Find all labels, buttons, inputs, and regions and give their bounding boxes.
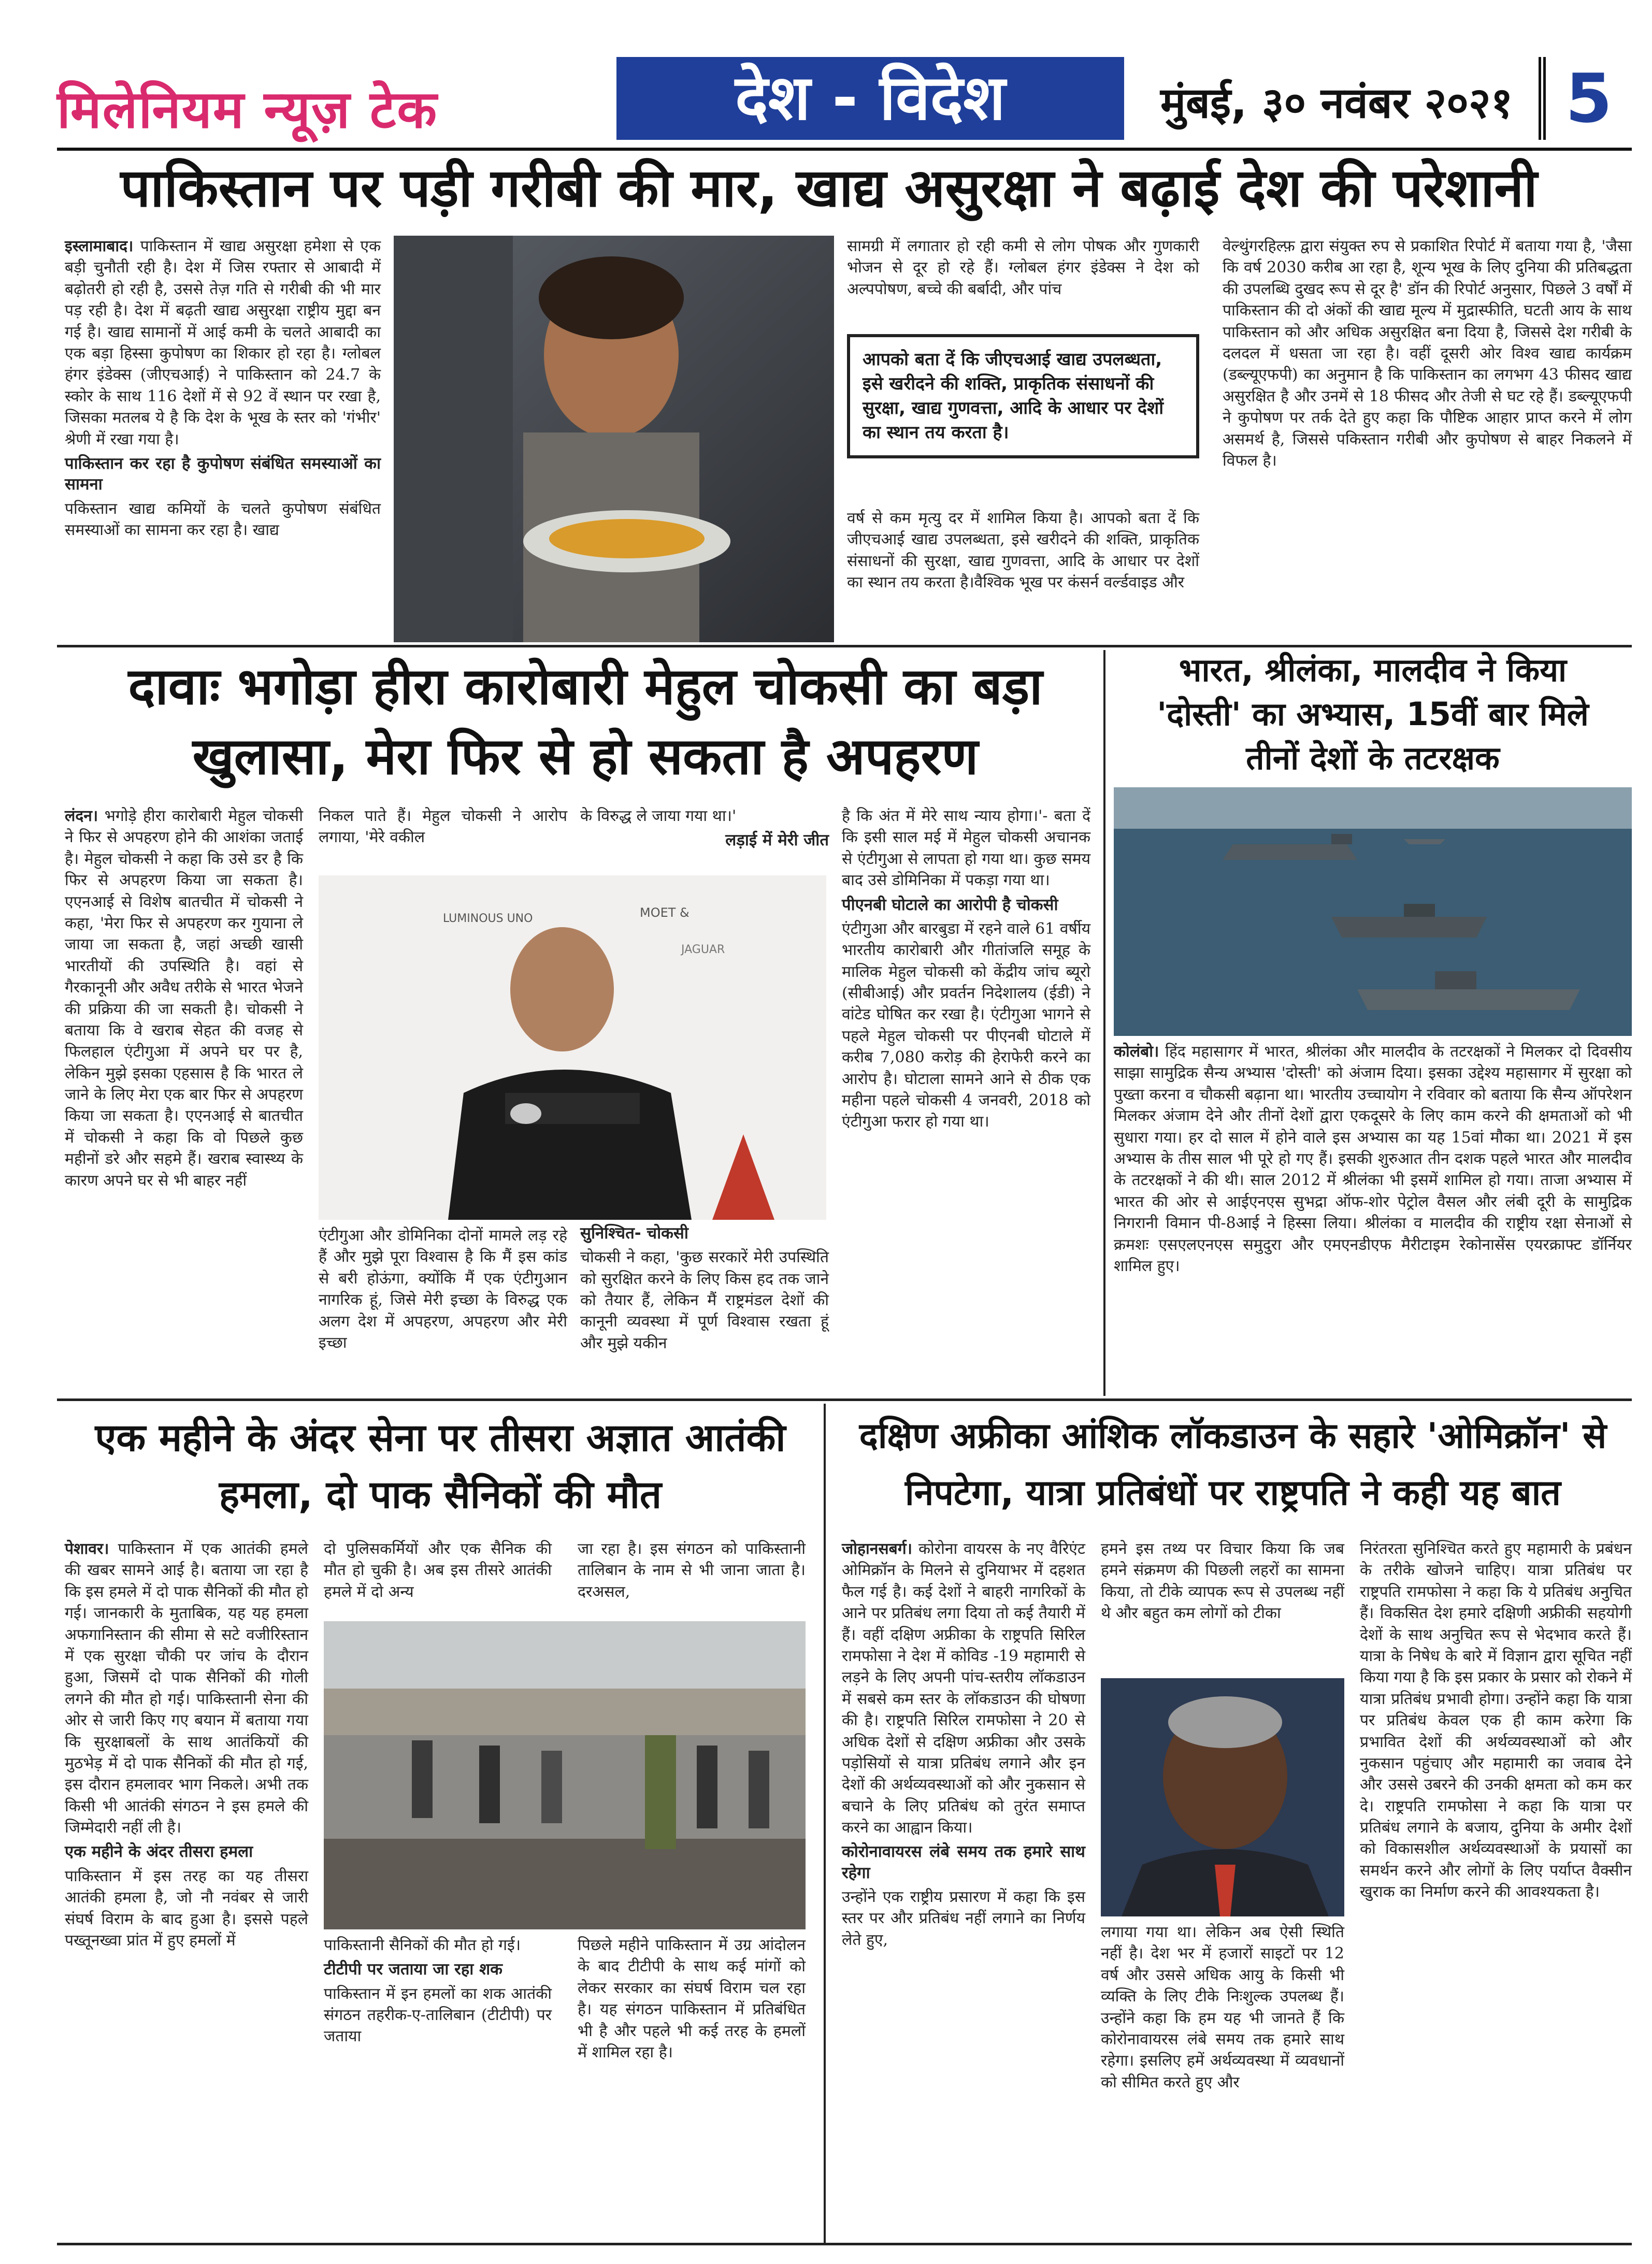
story1-col3b-text: वर्ष से कम मृत्यु दर में शामिल किया है। आपको बता दें कि जीएचआई खाद्य उपलब्धता, इसे खरीदने की शक्ति, प्राकृतिक संसाधनों की सुरक्षा, खाद्य गुणवत्ता, आदि के आधार पर देशों का स्थान तय करता है।वैश्विक भूख पर कंसर्न वर्ल्डवाइड और bbox=[847, 509, 1199, 592]
story1-headline: पाकिस्तान पर पड़ी गरीबी की मार, खाद्य असुरक्षा ने बढ़ाई देश की परेशानी bbox=[120, 157, 1538, 219]
story2-col4 bbox=[842, 805, 1090, 1133]
story4-col2b bbox=[324, 1935, 552, 2047]
story1-col1b-text: पकिस्तान खाद्य कमियों के चलते कुपोषण संबंधित समस्याओं का सामना कर रहा है। खाद्य bbox=[65, 499, 381, 539]
story2-subhead-a: लड़ाई में मेरी जीत bbox=[725, 831, 829, 850]
story2-col3a bbox=[580, 805, 829, 854]
story3-photo-ships bbox=[1114, 787, 1632, 1036]
story2-col2a-text: निकल पाते हैं। मेहुल चोकसी ने आरोप लगाया, 'मेरे वकील bbox=[319, 807, 567, 847]
story4-photo-soldiers bbox=[324, 1621, 806, 1929]
story5-col1b-text: उन्होंने एक राष्ट्रीय प्रसारण में कहा कि इस स्तर पर और प्रतिबंध नहीं लगाने का निर्णय लेते हुए, bbox=[842, 1888, 1085, 1949]
story4-col2b-text: पाकिस्तानी सैनिकों की मौत हो गई। bbox=[324, 1936, 521, 1954]
story5-headline-line2: निपटेगा, यात्रा प्रतिबंधों पर राष्ट्रपति ने कही यह बात bbox=[905, 1473, 1561, 1513]
story4-subhead-2: टीटीपी पर जताया जा रहा शक bbox=[324, 1960, 502, 1979]
story3-headline-line3: तीनों देशों के तटरक्षक bbox=[1246, 739, 1500, 777]
story4-headline-line1: एक महीने के अंदर सेना पर तीसरा अज्ञात आतंकी bbox=[95, 1416, 786, 1460]
story1-col1-text: पाकिस्तान में खाद्य असुरक्षा हमेशा से एक बड़ी चुनौती रही है। देश में जिस रफ्तार से आबादी में बढ़ोतरी हो रही है, उससे तेज़ गति से गरीबी की भी मार पड़ रही है। देश में बढ़ती खाद्य असुरक्षा राष्ट्रीय मुद्दा बन गई है। खाद्य सामानों में आई कमी के चलते आबादी का एक बड़ा हिस्सा कुपोषण का शिकार हो रहा है। ग्लोबल हंगर इंडेक्स (जीएचआई) ने पाकिस्तान को 24.7 के स्कोर के साथ 116 देशों में से 92 वें स्थान पर रखा है, जिसका मतलब ये है कि देश के भूख के स्तर को 'गंभीर' श्रेणी में रखा गया है। bbox=[65, 237, 381, 449]
story5-col3 bbox=[1360, 1538, 1632, 1903]
story1-dateline: इस्लामाबाद। bbox=[65, 237, 134, 255]
story1-col4-text: वेल्थुंगरहिल्फ़ द्वारा संयुक्त रुप से प्रकाशित रिपोर्ट में बताया गया है, 'जैसा कि वर्ष 2030 करीब आ रहा है, शून्य भूख के लिए दुनिया की प्रतिबद्धता की उपलब्धि दुखद रूप से दूर है' डॉन की रिपोर्ट अनुसार, पिछले 3 वर्षों में पाकिस्तान की दो अंकों की खाद्य मूल्य में मुद्रास्फीति, घटती आय के साथ पाकिस्तान को और अधिक असुरक्षित बना दिया है, जिससे देश गरीबी के दलदल में धसता जा रहा है। वहीं दूसरी ओर विश्व खाद्य कार्यक्रम (डब्ल्यूएफपी) का अनुमान है कि पाकिस्तान का लगभग 43 फीसद खाद्य असुरक्षित है और उनमें से 18 फीसद और तेजी से घट रहे हैं। डब्ल्यूएफपी ने कुपोषण पर तर्क देते हुए कहा कि पौष्टिक आहार प्राप्त करने में लोग असमर्थ है, जिससे पकिस्तान गरीबी और कुपोषण से बाहर निकलने में विफल है। bbox=[1223, 237, 1632, 470]
story2-col1 bbox=[65, 805, 303, 1191]
rule-1 bbox=[57, 645, 1632, 647]
story1-subhead: पाकिस्तान कर रहा है कुपोषण संबंधित समस्याओं का सामना bbox=[65, 454, 381, 494]
section-title: देश - विदेश bbox=[616, 57, 1124, 140]
story5-col2b-text: लगाया गया था। लेकिन अब ऐसी स्थिति नहीं है। देश भर में हजारों साइटों पर 12 वर्ष और उससे अधिक आयु के किसी भी व्यक्ति के लिए टीके निःशुल्क उपलब्ध हैं। उन्होंने कहा कि हम यह भी जानते हैं कि कोरोनावायरस लंबे समय तक हमारे साथ रहेगा। इसलिए हमें अर्थव्यवस्था में व्यवधानों को सीमित करते हुए और bbox=[1101, 1923, 1344, 2092]
story2-headline-line2: खुलासा, मेरा फिर से हो सकता है अपहरण bbox=[192, 727, 979, 786]
story2-col2a bbox=[319, 805, 567, 848]
story2-subhead-c: पीएनबी घोटाले का आरोपी है चोकसी bbox=[842, 895, 1058, 914]
issue-date: मुंबई, ३० नवंबर २०२१ bbox=[1160, 79, 1513, 128]
story2-col1-text: भगोड़े हीरा कारोबारी मेहुल चोकसी ने फिर से अपहरण होने की आशंका जताई है। मेहुल चोकसी ने कहा कि उसे डर है कि फिर से अपहरण किया जा सकता है। एएनआई से विशेष बातचीत में चोकसी ने कहा, 'मेरा फिर से अपहरण कर गुयाना ले जाया जा सकता है, जहां अच्छी खासी भारतीयों की उपस्थिति है। वहां से गैरकानूनी और अवैध तरीके से भारत भेजने की प्रक्रिया की जा सकती है। चोकसी ने बताया कि वे खराब सेहत की वजह से फिलहाल एंटीगुआ में अपने घर पर है, लेकिन मुझे इसका एहसास है कि भारत ले जाने के लिए मेरा एक बार फिर से अपहरण किया जा सकता है। एएनआई से बातचीत में चोकसी ने कहा कि वो पिछले कुछ महीनों डरे और सहमे हैं। खराब स्वास्थ्य के कारण अपने घर से भी बाहर नहीं bbox=[65, 807, 303, 1190]
story4-col2a-text: दो पुलिसकर्मियों और एक सैनिक की मौत हो चुकी है। अब इस तीसरे आतंकी हमले में दो अन्य bbox=[324, 1540, 552, 1601]
rule-2 bbox=[57, 1398, 1632, 1401]
story4-col3b bbox=[578, 1935, 806, 2063]
sign-luminous: LUMINOUS UNO bbox=[443, 912, 533, 925]
story2-col4a-text: है कि अंत में मेरे साथ न्याय होगा।'- बता दें कि इसी साल मई में मेहुल चोकसी अचानक से एंटीगुआ से लापता हो गया था। कुछ समय बाद उसे डोमिनिका में पकड़ा गया था। bbox=[842, 807, 1090, 890]
story1-col3b bbox=[847, 508, 1199, 594]
story5-col3-text: निरंतरता सुनिश्चित करते हुए महामारी के प्रबंधन के तरीके खोजने चाहिए। यात्रा प्रतिबंध पर राष्ट्रपति रामफोसा ने कहा कि ये प्रतिबंध अनुचित हैं। विकसित देश हमारे दक्षिणी अफ्रीकी सहयोगी देशों के साथ अनुचित रूप से भेदभाव करते हैं। यात्रा के निषेध के बारे में विज्ञान द्वारा सूचित नहीं किया गया है कि इस प्रकार के प्रसार को रोकने में यात्रा प्रतिबंध प्रभावी होगा। उन्होंने कहा कि यात्रा पर प्रतिबंध केवल एक ही काम करेगा कि प्रभावित देशों की अर्थव्यवस्थाओं को और नुकसान पहुंचाए और महामारी का जवाब देने और उससे उबरने की उनकी क्षमता को कम कर दे। राष्ट्रपति रामफोसा ने कहा कि यात्रा पर प्रतिबंध लगाने के बजाय, दुनिया के अमीर देशों को विकासशील अर्थव्यवस्थाओं के प्रयासों का समर्थन करने और लोगों के लिए पर्याप्त वैक्सीन खुराक का निर्माण करने की आवश्यकता है। bbox=[1360, 1540, 1632, 1901]
story5-col1 bbox=[842, 1538, 1085, 1951]
story5-dateline: जोहानसबर्ग। bbox=[842, 1540, 913, 1558]
page-number: 5 bbox=[1539, 57, 1632, 140]
story4-col1 bbox=[65, 1538, 308, 1951]
story4-dateline: पेशावर। bbox=[65, 1540, 109, 1558]
story2-photo-chokasi bbox=[319, 875, 826, 1220]
story5-headline-line1: दक्षिण अफ्रीका आंशिक लॉकडाउन के सहारे 'ओमिक्रॉन' से bbox=[859, 1416, 1607, 1457]
sign-jaguar: JAGUAR bbox=[681, 943, 725, 956]
story4-col2a bbox=[324, 1538, 552, 1603]
story5-photo-ramaphosa bbox=[1101, 1678, 1344, 1916]
story2-col4b-text: एंटीगुआ और बारबुडा में रहने वाले 61 वर्षीय भारतीय कारोबारी और गीतांजलि समूह के मालिक मेहुल चोकसी को केंद्रीय जांच ब्यूरो (सीबीआई) और प्रवर्तन निदेशालय (ईडी) ने वांटेड घोषित कर रखा है। एंटीगुआ भागने से पहले मेहुल चोकसी पर पीएनबी घोटाले में करीब 7,080 करोड़ की हेराफेरी करने का आरोप है। घोटाला सामने आने से ठीक एक महीना पहले चोकसी 4 जनवरी, 2018 को एंटीगुआ फरार हो गया था। bbox=[842, 919, 1090, 1131]
story1-photo-child bbox=[394, 236, 834, 642]
story3-body-text: हिंद महासागर में भारत, श्रीलंका और मालदीव के तटरक्षकों ने मिलकर दो दिवसीय साझा सामुद्रिक सैन्य अभ्यास 'दोस्ती' को अंजाम दिया। इसका उद्देश्य महासागर में सुरक्षा को पुख्ता करना व चौकसी बढ़ाना था। भारतीय उच्चायोग ने रविवार को बताया कि सैन्य ऑपरेशन मिलकर अंजाम देने और तीनों देशों द्वारा एकदूसरे के लिए काम करने की क्षमताओं को भी सुधारा गया। हर दो साल में होने वाले इस अभ्यास का यह 15वां मौका था। 2021 में इस अभ्यास के तीस साल भी पूरे हो गए हैं। इसकी शुरुआत तीन दशक पहले भारत और मालदीव के तटरक्षकों ने की थी। साल 2012 में श्रीलंका भी इसमें शामिल हो गया। ताजा अभ्यास में भारत की ओर से आईएनएस सुभद्रा ऑफ-शोर पेट्रोल वैसल और लंबी दूरी के सामुद्रिक निगरानी विमान पी-8आई ने हिस्सा लिया। श्रीलंका व मालदीव की राष्ट्रीय रक्षा सेनाओं से क्रमशः एसएलएनएस समुदुरा और एमएनडीएफ मैरीटाइम रेकोनासेंस एयरक्राफ्ट डॉर्नियर शामिल हुए। bbox=[1114, 1043, 1632, 1275]
story2-col2b bbox=[319, 1225, 567, 1353]
divider-v2 bbox=[824, 1404, 826, 2243]
story5-col2a-text: हमने इस तथ्य पर विचार किया कि जब हमने संक्रमण की पिछली लहरों का सामना किया, तो टीके व्यापक रूप से उपलब्ध नहीं थे और बहुत कम लोगों को टीका bbox=[1101, 1540, 1344, 1623]
story3-headline-line2: 'दोस्ती' का अभ्यास, 15वीं बार मिले bbox=[1157, 695, 1589, 733]
story4-col1-text: पाकिस्तान में एक आतंकी हमले की खबर सामने आई है। बताया जा रहा है कि इस हमले में दो पाक सैनिकों की मौत हो गई। जानकारी के मुताबिक, यह यह हमला अफगानिस्तान की सीमा से सटे वजीरिस्तान में एक सुरक्षा चौकी पर जांच के दौरान हुआ, जिसमें दो पाक सैनिकों की गोली लगने की मौत हो गई। पाकिस्तानी सेना की ओर से जारी किए गए बयान में बताया गया कि सुरक्षाबलों के साथ आतंकियों की मुठभेड़ में दो पाक सैनिकों की मौत हो गई, इस दौरान हमलावर भाग निकले। अभी तक किसी भी आतंकी संगठन ने इस हमले की जिम्मेदारी नहीं ली है। bbox=[65, 1540, 308, 1837]
rule-bottom bbox=[57, 2243, 1632, 2245]
story4-col3a-text: जा रहा है। इस संगठन को पाकिस्तानी तालिबान के नाम से भी जाना जाता है। दरअसल, bbox=[578, 1540, 806, 1601]
story5-col1-text: कोरोना वायरस के नए वैरिएंट ओमिक्रॉन के मिलने से दुनियाभर में दहशत फैल गई है। कई देशों ने बाहरी नागरिकों के आने पर प्रतिबंध लगा दिया तो कई तैयारी में हैं। वहीं दक्षिण अफ्रीका के राष्ट्रपति सिरिल रामफोसा ने देश में कोविड -19 महामारी से लड़ने के लिए अपनी पांच-स्तरीय लॉकडाउन में सबसे कम स्तर के लॉकडाउन की घोषणा की है। राष्ट्रपति सिरिल रामफोसा ने 20 से अधिक देशों से दक्षिण अफ्रीका और उसके पड़ोसियों से यात्रा प्रतिबंध लगाने और इन देशों की अर्थव्यवस्थाओं को और नुकसान से बचाने के लिए प्रतिबंध को तुरंत समाप्त करने का आह्वान किया। bbox=[842, 1540, 1085, 1837]
story2-col3a-text: के विरुद्ध ले जाया गया था।' bbox=[580, 807, 737, 825]
story1-pull-quote: आपको बता दें कि जीएचआई खाद्य उपलब्धता, इसे खरीदने की शक्ति, प्राकृतिक संसाधनों की सुरक्षा, खाद्य गुणवत्ता, आदि के आधार पर देशों का स्थान तय करता है। bbox=[847, 334, 1199, 458]
story4-col3a bbox=[578, 1538, 806, 1603]
divider-v1 bbox=[1103, 650, 1105, 1396]
story4-col2c-text: पाकिस्तान में इन हमलों का शक आतंकी संगठन तहरीक-ए-तालिबान (टीटीपी) पर जताया bbox=[324, 1984, 552, 2046]
story4-col1b-text: पाकिस्तान में इस तरह का यह तीसरा आतंकी हमला है, जो नौ नवंबर से जारी संघर्ष विराम के बाद हुआ है। इससे पहले पख्तूनख्वा प्रांत में हुए हमलों में bbox=[65, 1867, 308, 1950]
story3-dateline: कोलंबो। bbox=[1114, 1043, 1159, 1061]
story2-dateline: लंदन। bbox=[65, 807, 98, 825]
story4-headline-line2: हमला, दो पाक सैनिकों की मौत bbox=[219, 1473, 662, 1517]
story2-col2b-text: एंटीगुआ और डोमिनिका दोनों मामले लड़ रहे हैं और मुझे पूरा विश्वास है कि मैं इस कांड से बरी होऊंगा, क्योंकि मैं एक एंटीगुआन नागरिक हूं, जिसे मेरी इच्छा के विरुद्ध एक अलग देश में अपहरण, अपहरण और मेरी इच्छा bbox=[319, 1227, 567, 1352]
story2-col3b-text: चोकसी ने कहा, 'कुछ सरकारें मेरी उपस्थिति को सुरक्षित करने के लिए किस हद तक जाने को तैयार हैं, लेकिन मैं राष्ट्रमंडल देशों की कानूनी व्यवस्था में पूर्ण विश्वास रखता हूं और मुझे यकीन bbox=[580, 1248, 829, 1352]
story4-subhead-1: एक महीने के अंदर तीसरा हमला bbox=[65, 1842, 253, 1862]
story4-col3b-text: पिछले महीने पाकिस्तान में उग्र आंदोलन के बाद टीटीपी के साथ कई मांगों को लेकर सरकार का संघर्ष विराम चल रहा है। यह संगठन पाकिस्तान में प्रतिबंधित भी है और पहले भी कई तरह के हमलों में शामिल रहा है। bbox=[578, 1936, 806, 2061]
story5-col2b bbox=[1101, 1922, 1344, 2093]
story2-headline-line1: दावाः भगोड़ा हीरा कारोबारी मेहुल चोकसी का बड़ा bbox=[128, 657, 1043, 716]
story5-subhead-1: कोरोनावायरस लंबे समय तक हमारे साथ रहेगा bbox=[842, 1842, 1085, 1882]
story5-col2a bbox=[1101, 1538, 1344, 1624]
masthead-brand: मिलेनियम न्यूज़ टेक bbox=[57, 79, 438, 140]
story3-headline-line1: भारत, श्रीलंका, मालदीव ने किया bbox=[1179, 651, 1567, 689]
masthead-rule bbox=[57, 148, 1632, 151]
sign-moet: MOET & bbox=[640, 905, 689, 920]
story2-col3b bbox=[580, 1220, 829, 1354]
story1-col3a-text: सामग्री में लगातार हो रही कमी से लोग पोषक और गुणकारी भोजन से दूर हो रहे हैं। ग्लोबल हंगर इंडेक्स ने देश को अल्पपोषण, बच्चे की बर्बादी, और पांच bbox=[847, 237, 1199, 298]
story1-col4 bbox=[1223, 236, 1632, 471]
story2-subhead-b: सुनिश्चित- चोकसी bbox=[580, 1224, 688, 1243]
story3-body bbox=[1114, 1041, 1632, 1277]
story1-col1 bbox=[65, 236, 381, 541]
story1-col3 bbox=[847, 236, 1199, 300]
